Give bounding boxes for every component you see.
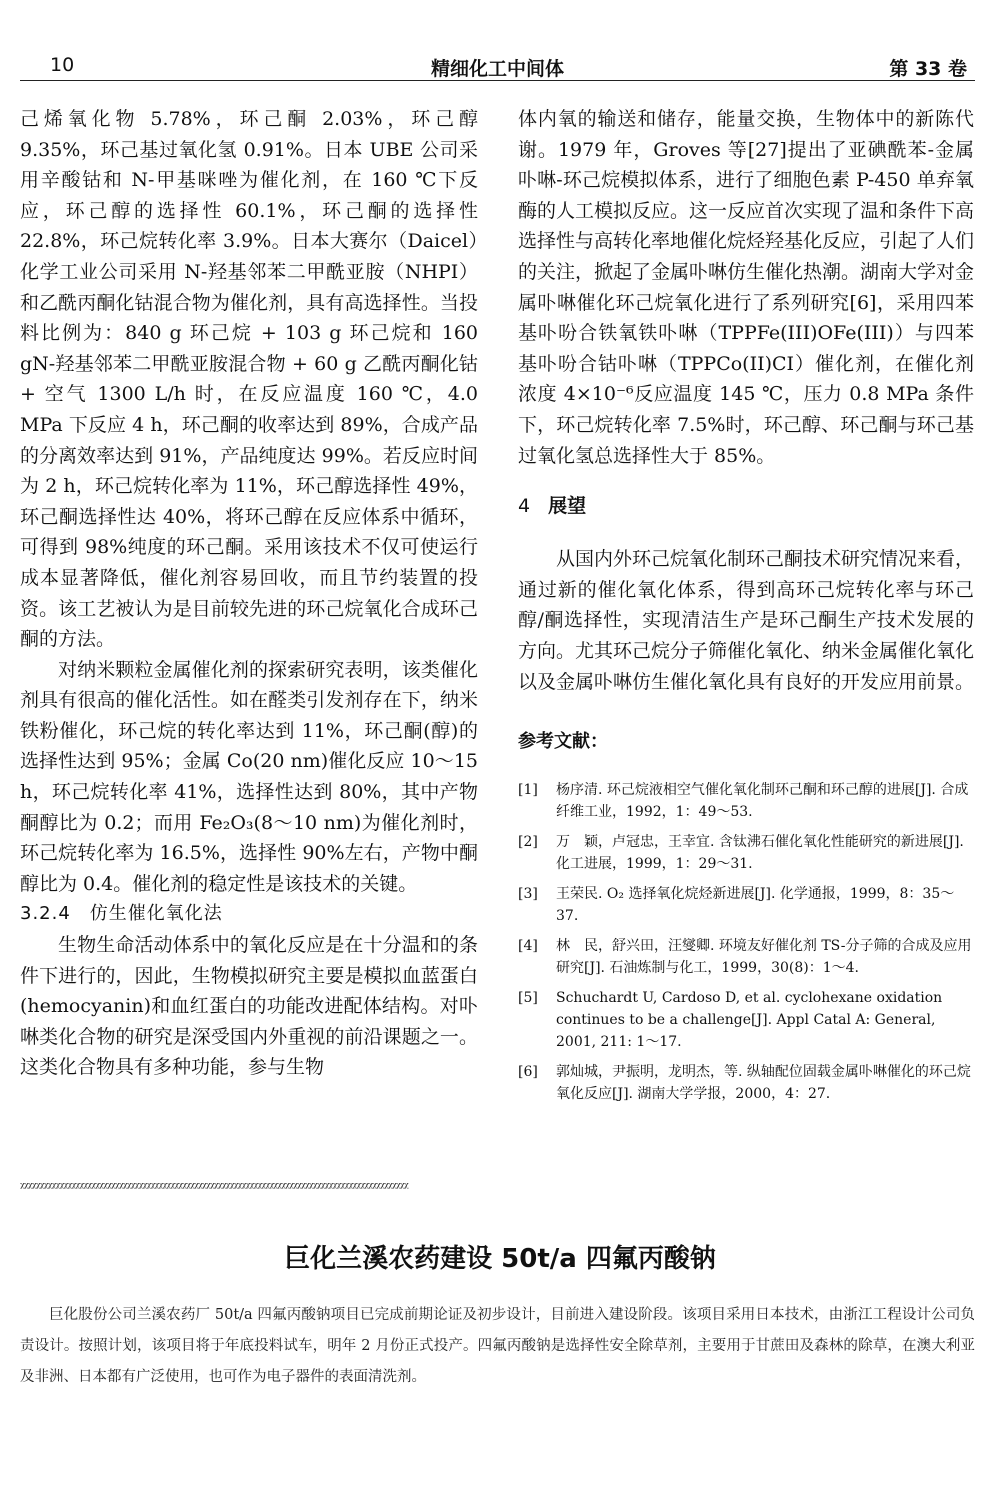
subsection-heading: 3.2.4 仿生催化氧化法 — [20, 903, 223, 925]
reference-list — [518, 779, 974, 1105]
page-number: 10 — [50, 54, 75, 76]
volume-label: 第 33 卷 — [889, 58, 967, 80]
reference-number: [4] — [518, 938, 538, 955]
reference-item — [518, 883, 974, 927]
reference-text: 杨序清. 环己烷液相空气催化氧化制环己酮和环己醇的进展[J]. 合成纤维工业，1992，1：49～53. — [556, 782, 969, 821]
reference-number: [2] — [518, 834, 538, 851]
reference-number: [3] — [518, 886, 538, 903]
page-header — [20, 52, 975, 81]
reference-text: 林 民，舒兴田，汪燮卿. 环境友好催化剂 TS-分子筛的合成及应用研究[J]. 石油炼制与化工，1999，30(8)：1～4. — [556, 938, 972, 977]
journal-title: 精细化工中间体 — [430, 58, 564, 80]
paragraph: 生物生命活动体系中的氧化反应是在十分温和的条件下进行的，因此，生物模拟研究主要是模拟血蓝蛋白(hemocyanin)和血红蛋白的功能改进配体结构。对卟啉类化合物的研究是深受国内外重视的前沿课题之一。这类化合物具有多种功能，参与生物 — [20, 934, 478, 1079]
references-heading: 参考文献： — [518, 731, 608, 753]
paragraph: 体内氧的输送和储存，能量交换，生物体中的新陈代谢。1979 年，Groves 等[27]提出了亚碘酰苯-金属卟啉-环己烷模拟体系，进行了细胞色素 P-450 单弃氧酶的人工模拟反应。这一反应首次实现了温和条件下高选择性与高转化率地催化烷烃羟基化反应，引起了人们的关注，掀起了金属卟啉仿生催化热潮。湖南大学对金属卟啉催化环己烷氧化进行了系列研究[6]，采用四苯基卟吩合铁氧铁卟啉（TPPFe(III)OFe(III)）与四苯基卟吩合钴卟啉（TPPCo(II)CI）催化剂，在催化剂浓度 4×10⁻⁶反应温度 145 ℃，压力 0.8 MPa 条件下，环己烷转化率 7.5%时，环己醇、环己酮与环己基过氧化氢总选择性大于 85%。 — [518, 108, 975, 467]
paragraph: 己烯氧化物 5.78%，环己酮 2.03%，环己醇 9.35%，环己基过氧化氢 0.91%。日本 UBE 公司采用辛酸钴和 N-甲基咪唑为催化剂，在 160 ℃下反应，环己醇的选择性 60.1%，环己酮的选择性 22.8%，环己烷转化率 3.9%。日本大赛尔（Daicel）化学工业公司采用 N-羟基邻苯二甲酰亚胺（NHPI）和乙酰丙酮化钴混合物为催化剂，具有高选择性。当投料比例为：840 g 环己烷 + 103 g 环己烷和 160 gN-羟基邻苯二甲酰亚胺混合物 + 60 g 乙酰丙酮化钴 + 空气 1300 L/h 时，在反应温度 160 ℃，4.0 MPa 下反应 4 h，环己酮的收率达到 89%，合成产品的分离效率达到 91%，产品纯度达 99%。若反应时间为 2 h，环己烷转化率为 11%，环己醇选择性 49%，环己酮选择性达 40%，将环己醇在反应体系中循环，可得到 98%纯度的环己酮。采用该技术不仅可使运行成本显著降低，催化剂容易回收，而且节约装置的投资。该工艺被认为是目前较先进的环己烷氧化合成环己酮的方法。 — [20, 108, 478, 651]
reference-item — [518, 987, 974, 1053]
ornamental-divider: ᵪᵪᵪᵪᵪᵪᵪᵪᵪᵪᵪᵪᵪᵪᵪᵪᵪᵪᵪᵪᵪᵪᵪᵪᵪᵪᵪᵪᵪᵪᵪᵪᵪᵪᵪᵪᵪᵪᵪᵪᵪᵪᵪᵪᵪᵪᵪᵪᵪᵪᵪᵪᵪᵪᵪᵪᵪᵪᵪᵪᵪᵪᵪᵪᵪᵪᵪᵪᵪᵪᵪᵪᵪᵪᵪᵪᵪᵪᵪᵪᵪᵪᵪᵪᵪᵪᵪᵪᵪᵪᵪᵪᵪᵪᵪᵪᵪᵪ — [20, 1178, 408, 1190]
section-heading — [518, 491, 974, 518]
paragraph: 对纳米颗粒金属催化剂的探索研究表明，该类催化剂具有很高的催化活性。如在醛类引发剂存在下，纳米铁粉催化，环己烷的转化率达到 11%，环己酮(醇)的选择性达到 95%；金属 Co(20 nm)催化反应 10～15 h，环己烷转化率 41%，选择性达到 80%，其中产物酮醇比为 0.2；而用 Fe₂O₃(8～10 nm)为催化剂时，环己烷转化率为 16.5%，选择性 90%左右，产物中酮醇比为 0.4。催化剂的稳定性是该技术的关键。 — [20, 658, 478, 895]
left-column — [20, 104, 478, 1083]
section-number: 4 — [518, 495, 531, 518]
reference-text: 王荣民. O₂ 选择氧化烷烃新进展[J]. 化学通报，1999，8：35～37. — [556, 886, 955, 925]
news-title: 巨化兰溪农药建设 50t/a 四氟丙酸钠 — [284, 1244, 716, 1274]
reference-item — [518, 779, 974, 823]
reference-text: 万 颖，卢冠忠，王幸宜. 含钛沸石催化氧化性能研究的新进展[J]. 化工进展，1999，1：29～31. — [556, 834, 964, 873]
section-title: 展望 — [548, 495, 587, 518]
reference-item — [518, 935, 974, 979]
paragraph: 从国内外环己烷氧化制环己酮技术研究情况来看，通过新的催化氧化体系，得到高环己烷转化率与环己醇/酮选择性，实现清洁生产是环己酮生产技术发展的方向。尤其环己烷分子筛催化氧化、纳米金属催化氧化以及金属卟啉仿生催化氧化具有良好的开发应用前景。 — [518, 548, 975, 693]
reference-item — [518, 1061, 974, 1105]
reference-item — [518, 831, 974, 875]
news-body: 巨化股份公司兰溪农药厂 50t/a 四氟丙酸钠项目已完成前期论证及初步设计，目前进入建设阶段。该项目采用日本技术，由浙江工程设计公司负责设计。按照计划，该项目将于年底投料试车，明年 2 月份正式投产。四氟丙酸钠是选择性安全除草剂，主要用于甘蔗田及森林的除草，在澳大利亚及非洲、日本都有广泛使用，也可作为电子器件的表面清洗剂。 — [20, 1307, 975, 1385]
right-column — [518, 104, 974, 1113]
reference-number: [5] — [518, 990, 538, 1007]
reference-text: Schuchardt U, Cardoso D, et al. cyclohexane oxidation continues to be a challenge[J]. Appl Catal A: General, 2001, 211: 1～17. — [556, 990, 943, 1051]
reference-text: 郭灿城，尹振明，龙明杰，等. 纵轴配位固载金属卟啉催化的环己烷氧化反应[J]. 湖南大学学报，2000，4：27. — [556, 1064, 971, 1103]
reference-number: [6] — [518, 1064, 538, 1081]
reference-number: [1] — [518, 782, 538, 799]
